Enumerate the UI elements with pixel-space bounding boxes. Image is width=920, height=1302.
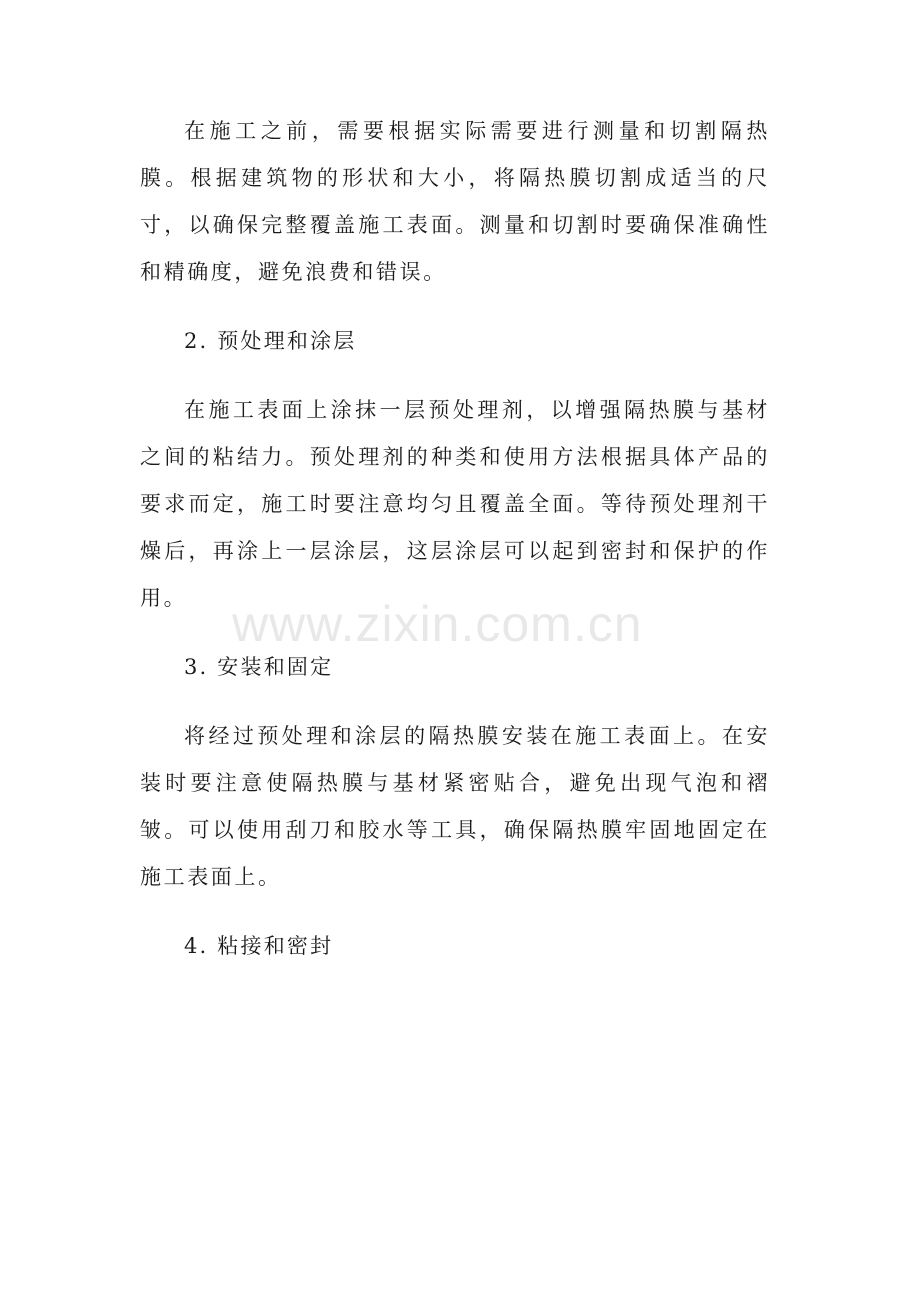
section-heading-pretreatment: 2. 预处理和涂层: [184, 329, 357, 353]
watermark: www.zixin.com.cn: [232, 596, 643, 652]
paragraph-installation-fixing: 将经过预处理和涂层的隔热膜安装在施工表面上。在安装时要注意使隔热膜与基材紧密贴合，避免出现气泡和褶皱。可以使用刮刀和胶水等工具，确保隔热膜牢固地固定在施工表面上。: [140, 724, 770, 889]
paragraph-measure-cut: 在施工之前，需要根据实际需要进行测量和切割隔热膜。根据建筑物的形状和大小，将隔热膜切割成适当的尺寸，以确保完整覆盖施工表面。测量和切割时要确保准确性和精确度，避免浪费和错误。: [140, 119, 770, 284]
section-heading-installation: 3. 安装和固定: [184, 655, 334, 679]
section-heading-bonding-sealing: 4. 粘接和密封: [184, 934, 334, 958]
paragraph-pretreatment-coating: 在施工表面上涂抹一层预处理剂，以增强隔热膜与基材之间的粘结力。预处理剂的种类和使用方法根据具体产品的要求而定，施工时要注意均匀且覆盖全面。等待预处理剂干燥后，再涂上一层涂层，这层涂层可以起到密封和保护的作用。: [140, 398, 770, 610]
document-body: [140, 108, 770, 992]
